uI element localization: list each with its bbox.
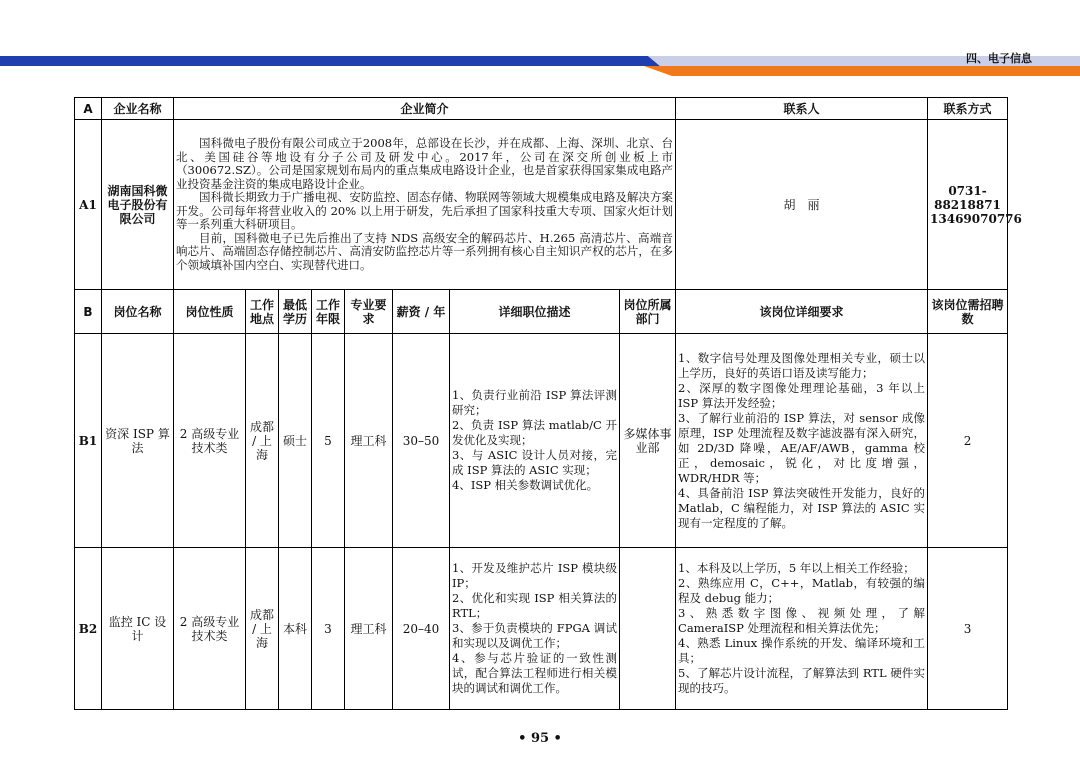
desc-header: 详细职位描述 — [450, 290, 620, 334]
req-line: 3、了解行业前沿的 ISP 算法，对 sensor 成像原理，ISP 处理流程及数字滤波器有深入研究，如 2D/3D 降噪，AE/AF/AWB，gamma 校正，demosaic，锐化，对比度增强，WDR/HDR 等； — [678, 410, 926, 485]
job-requirements — [676, 548, 928, 710]
job-years: 3 — [312, 548, 345, 710]
req-line: 2、熟练应用 C，C++，Matlab，有较强的编程及 debug 能力； — [678, 576, 926, 605]
job-dept: 多媒体事业部 — [620, 334, 676, 548]
job-dept — [620, 548, 676, 710]
intro-paragraph: 国科微电子股份有限公司成立于2008年，总部设在长沙，并在成都、上海、深圳、北京、台北、美国硅谷等地设有分子公司及研发中心。2017年，公司在深交所创业板上市（300672.SZ）。公司是国家规划布局内的重点集成电路设计企业，也是首家获得国家集成电路产业投资基金注资的集成电路设计企业。 — [176, 136, 674, 191]
job-title: 资深 ISP 算法 — [102, 334, 174, 548]
job-id: B1 — [75, 334, 102, 548]
desc-line: 3、参于负责模块的 FPGA 调试和实现以及调优工作； — [452, 621, 617, 650]
company-intro-header: 企业简介 — [174, 98, 676, 120]
job-years: 5 — [312, 334, 345, 548]
salary-header: 薪资 / 年 — [393, 290, 450, 334]
req-line: 3、熟悉数字图像、视频处理，了解 CameraISP 处理流程和相关算法优先； — [678, 606, 926, 635]
job-education: 本科 — [279, 548, 312, 710]
count-header: 该岗位需招聘数 — [928, 290, 1008, 334]
job-major: 理工科 — [345, 548, 393, 710]
phone-line: 88218871 — [934, 197, 1001, 212]
job-table — [74, 97, 1022, 710]
job-education: 硕士 — [279, 334, 312, 548]
job-major: 理工科 — [345, 334, 393, 548]
page-number: • 95 • — [518, 731, 562, 746]
job-description — [450, 334, 620, 548]
job-location: 成都 / 上海 — [246, 334, 279, 548]
company-name-header: 企业名称 — [102, 98, 174, 120]
phone-cell — [928, 120, 1022, 290]
job-count: 2 — [928, 334, 1008, 548]
desc-line: 3、与 ASIC 设计人员对接，完成 ISP 算法的 ASIC 实现； — [452, 448, 617, 477]
phone-header: 联系方式 — [928, 98, 1008, 120]
intro-paragraph: 国科微长期致力于广播电视、安防监控、固态存储、物联网等领域大规模集成电路及解决方案开发。公司每年将营业收入的 20% 以上用于研发，先后承担了国家科技重大专项、国家火炬计划等一系列重大科研项目。 — [176, 190, 674, 231]
job-description — [450, 548, 620, 710]
intro-paragraph: 目前，国科微电子已先后推出了支持 NDS 高级安全的解码芯片、H.265 高清芯片、高端音响芯片、高端固态存储控制芯片、高清安防监控芯片等一系列拥有核心自主知识产权的芯片，在多个领域填补国内空白、实现替代进口。 — [176, 230, 674, 272]
job-location: 成都 / 上海 — [246, 548, 279, 710]
job-salary: 20–40 — [393, 548, 450, 710]
desc-line: 1、开发及维护芯片 ISP 模块级 IP； — [452, 561, 617, 590]
job-requirements — [676, 334, 928, 548]
contact-header: 联系人 — [676, 98, 928, 120]
desc-line: 4、ISP 相关参数调试优化。 — [452, 478, 599, 492]
phone-line: 0731- — [948, 183, 987, 198]
education-header: 最低学历 — [279, 290, 312, 334]
req-line: 1、本科及以上学历，5 年以上相关工作经验； — [678, 561, 915, 575]
req-line: 4、具备前沿 ISP 算法突破性开发能力，良好的 Matlab，C 编程能力，对 ISP 算法的 ASIC 实现有一定程度的了解。 — [678, 485, 926, 530]
job-salary: 30–50 — [393, 334, 450, 548]
req-line: 2、深厚的数字图像处理理论基础，3 年以上 ISP 算法开发经验； — [678, 380, 926, 410]
req-line: 4、熟悉 Linux 操作系统的开发、编译环境和工具； — [678, 636, 926, 665]
company-row — [75, 120, 1008, 290]
job-id: B2 — [75, 548, 102, 710]
job-header-row — [75, 290, 1008, 334]
desc-line: 2、负责 ISP 算法 matlab/C 开发优化及实现； — [452, 418, 617, 447]
job-title: 监控 IC 设计 — [102, 548, 174, 710]
section-title: 四、电子信息 — [966, 52, 1032, 65]
job-count: 3 — [928, 548, 1008, 710]
phone-line: 13469070776 — [930, 211, 1022, 226]
company-name: 湖南国科微电子股份有限公司 — [102, 120, 174, 290]
company-intro — [174, 120, 676, 290]
job-type: 2 高级专业技术类 — [174, 548, 246, 710]
years-header: 工作年限 — [312, 290, 345, 334]
job-row — [75, 334, 1008, 548]
col-b: B — [75, 290, 102, 334]
company-id: A1 — [75, 120, 102, 290]
desc-line: 1、负责行业前沿 ISP 算法评测研究； — [452, 388, 617, 417]
job-type: 2 高级专业技术类 — [174, 334, 246, 548]
req-line: 1、数字信号处理及图像处理相关专业，硕士以上学历，良好的英语口语及读写能力； — [678, 350, 926, 380]
job-row — [75, 548, 1008, 710]
req-header: 该岗位详细要求 — [676, 290, 928, 334]
location-header: 工作地点 — [246, 290, 279, 334]
req-line: 5、了解芯片设计流程，了解算法到 RTL 硬件实现的技巧。 — [678, 666, 926, 695]
dept-header: 岗位所属部门 — [620, 290, 676, 334]
major-header: 专业要求 — [345, 290, 393, 334]
desc-line: 4、参与芯片验证的一致性测试，配合算法工程师进行相关模块的调试和调优工作。 — [452, 651, 617, 695]
col-a: A — [75, 98, 102, 120]
company-header-row — [75, 98, 1008, 120]
desc-line: 2、优化和实现 ISP 相关算法的 RTL； — [452, 591, 617, 620]
job-title-header: 岗位名称 — [102, 290, 174, 334]
header-band — [0, 0, 1080, 90]
contact-person: 胡 丽 — [676, 120, 928, 290]
job-type-header: 岗位性质 — [174, 290, 246, 334]
